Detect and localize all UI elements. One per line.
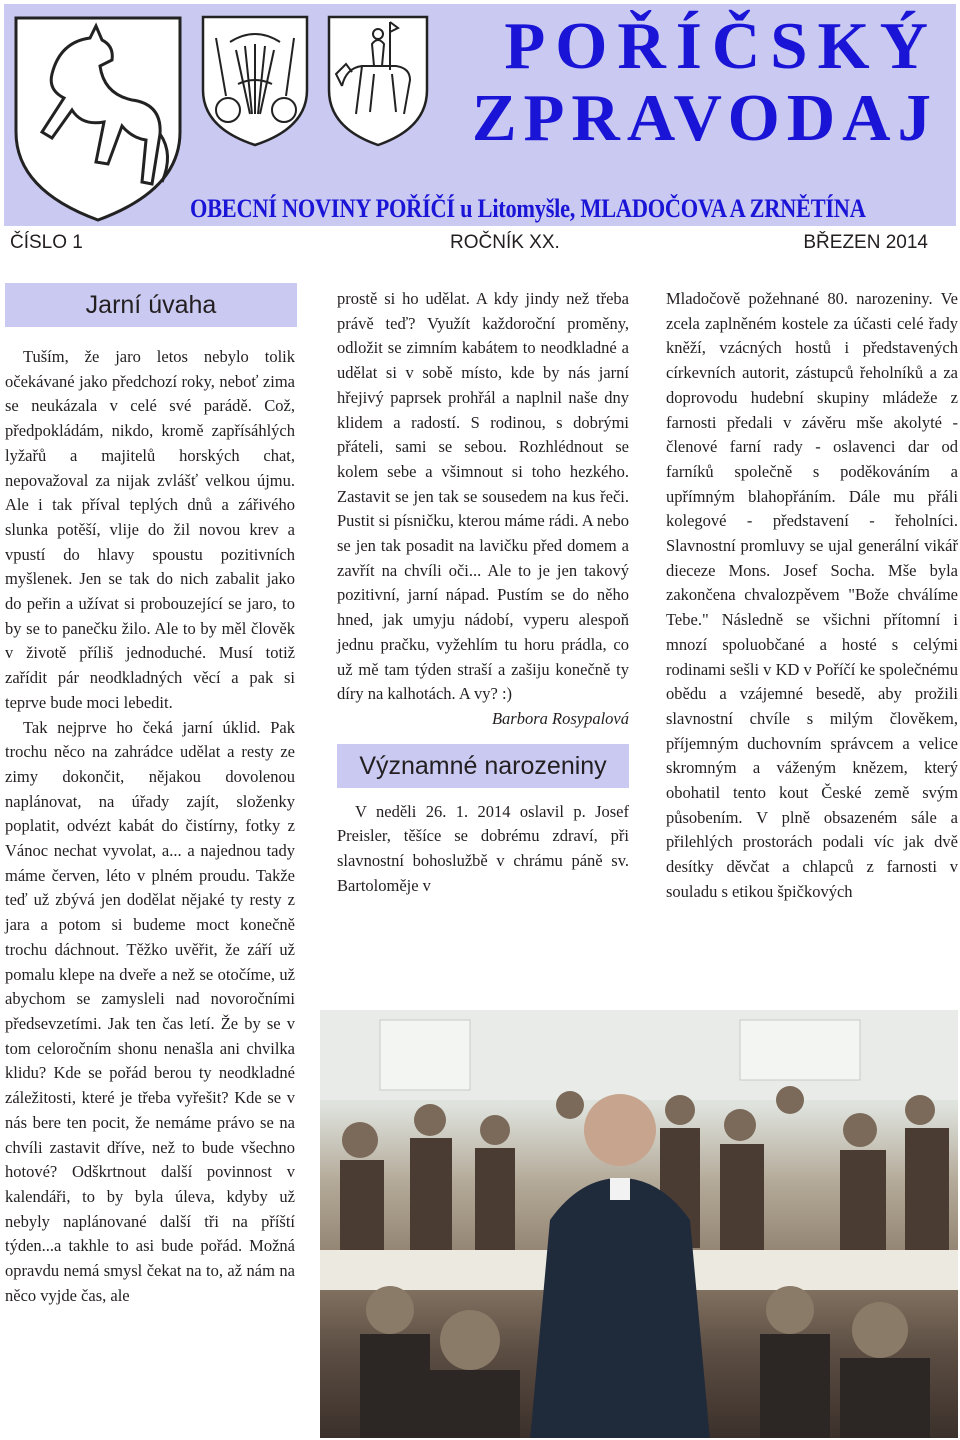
newspaper-title — [458, 10, 938, 154]
celebration-photo — [320, 1010, 958, 1438]
title-line-2: ZPRAVODAJ — [471, 81, 938, 155]
article-paragraph-continued: prostě si ho udělat. A kdy jindy než třeba právě teď? Využít každoroční proměny, odložit se zimním kabátem to neodkladné a udělat si v sobě místo, kde by nás jarní hřejivý paprsek prohřál a naplnil naše dny klidem a radostí. S rodinou, s dobrými přáteli, sami se sebou. Rozhlédnout se kolem sebe a všimnout si toho hezkého. Zastavit se jen tak se sousedem na kus řeči. Pustit si písničku, kterou máme rádi. A nebo se jen tak posadit na lavičku před domem a zavřít na chvíli oči... Ale to je jen takový pozitivní, jarní nápad. Pustím se do něho hned, jak umyju nádobí, vyperu alespoň jednu pračku, vyžehlím tu horu prádla, co už mě tam týden straší a zašiju konečně ty díry na kalhotách. A vy? :) — [337, 289, 629, 704]
issue-number: ČÍSLO 1 — [10, 232, 83, 253]
article-heading-jarni-uvaha: Jarní úvaha — [5, 283, 297, 327]
article-paragraph: Tak nejprve ho čeká jarní úklid. Pak trochu něco na zahrádce udělat a resty ze zimy dokončit, nějakou dovolenou naplánovat, na úřady zajít, složenky poplatit, odvézt kabát do čistírny, fotky z Vánoc nechat vyvolat, a... a najednou tady máme červen, léto v plném proudu. Takže teď už zbývá jen dodělat nějaké ty resty z jara a potom si budeme moct konečně trochu dáchnout. Těžko uvěřit, že září už pomalu klepe na dveře a než se otočíme, už abychom se zamysleli nad novoročními předsevzetími. Jak ten čas letí. Že by se v tom celoročním shonu nenašla ani chvilka klidu? Kde se pořád berou ty neodkladné záležitosti, které je třeba vyřešit? Kde se v nás bere ten pocit, že nemáme právo se na chvíli zastavit dříve, než to bude všechno hotové? Odškrtnout další povinnost v kalendáři, to by byla úleva, kdyby už nebyly naplánované další tři na příští týden...a takhle to asi bude pořád. Možná opravdu nemá smysl čekat na to, až nám na něco vyjde čas, ale — [5, 717, 295, 1305]
article-paragraph: Tuším, že jaro letos nebylo tolik očekávané jako předchozí roky, neboť zima se neukázala v celé své parádě. Což, předpokládám, nikdo, kromě zapřísáhlých lyžařů a majitelů horských chat, nepovažoval za nijak zvlášť velkou újmu. Ale i tak příval teplých dnů a zářivého slunka potěší, vlije do žil novou krev a vpustí do hlavy spoustu pozitivních myšlenek. Jen se tak do nich zabalit jako do peřin a užívat si probouzející se jaro, to by se to panečku žilo. Ale to by měl člověk v životě příliš jednoduché. Musí totiž zařídit pár neodkladných věcí a pak si teprve bude moci lebedit. — [5, 347, 295, 712]
column-3 — [666, 287, 958, 905]
rider-crest-icon — [326, 14, 430, 148]
article-heading-vyznamne-narozeniny: Významné narozeniny — [337, 744, 629, 788]
column-2 — [337, 287, 629, 898]
issue-volume: ROČNÍK XX. — [450, 232, 560, 253]
wheat-sheaf-crest-icon — [200, 14, 310, 148]
horse-crest-icon — [12, 14, 184, 224]
issue-info-bar — [10, 232, 928, 256]
column-1 — [5, 283, 295, 1308]
article-paragraph: V neděli 26. 1. 2014 oslavil p. Josef Preisler, těšíce se dobrému zdraví, při slavnostní bohoslužbě v chrámu páně sv. Bartoloměje v — [337, 801, 629, 895]
article-paragraph-continued: Mladočově požehnané 80. narozeniny. Ve zcela zaplněném kostele za účasti celé řady kněží, vzácných hostů i představených církevních autorit, zástupců řeholníků a za doprovodu hudební skupiny mládeže z farnosti předali v závěru mše akolyté - členové farní rady - oslavenci dar od farníků společně s poděkováním a upřímným blahopřáním. Dále mu přáli kolegové - představení - řeholníci. Slavnostní promluvy se ujal generální vikář dieceze Mons. Josef Socha. Mše byla zakončena chvalozpěvem "Bože chválíme Tebe." Následně se všichni přítomní i mnozí spoluobčané a hosté s celými rodinami sešli v KD v Poříčí ke společnému obědu a vzájemné besedě, aby prožili slavnostní chvíle s milým člověkem, příjemným duchovním správcem a velice skromným a váženým knězem, který obohatil tento kout České země svým působením. V plně obsazeném sále a přilehlých prostorách podali víc jak dvě desítky děvčat a chlapců z farnosti v souladu s etikou špičkových — [666, 289, 958, 901]
masthead — [4, 4, 956, 226]
title-line-1: POŘÍČSKÝ — [504, 9, 938, 83]
article-author: Barbora Rosypalová — [491, 708, 629, 728]
newspaper-subtitle: OBECNÍ NOVINY POŘÍČÍ u Litomyšle, MLADOČOVA A ZRNĚTÍNA — [190, 194, 866, 223]
issue-date: BŘEZEN 2014 — [803, 232, 928, 253]
